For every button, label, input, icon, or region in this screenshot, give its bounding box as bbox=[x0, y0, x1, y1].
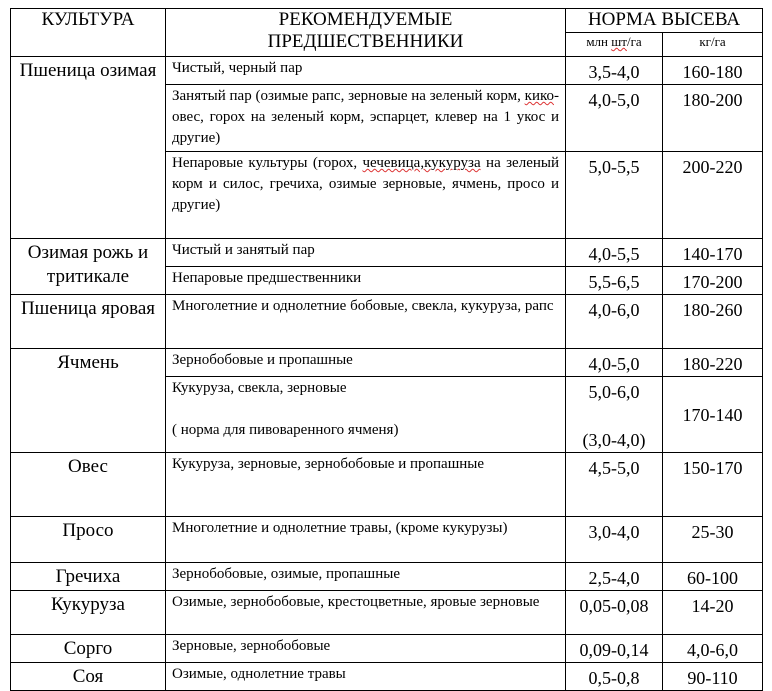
rate-kg-cell: 140-170 bbox=[663, 239, 763, 267]
rate-mln-cell: 3,5-4,0 bbox=[566, 57, 663, 85]
rate-kg-cell: 4,0-6,0 bbox=[663, 635, 763, 663]
rate-mln-cell: 5,5-6,5 bbox=[566, 267, 663, 295]
predecessor-cell: Озимые, однолетние травы bbox=[166, 663, 566, 691]
predecessor-cell: Зерновые, зернобобовые bbox=[166, 635, 566, 663]
header-predecessors-line2: ПРЕДШЕСТВЕННИКИ bbox=[267, 31, 464, 52]
spellcheck-mark: шт bbox=[611, 34, 627, 49]
spellcheck-mark: кико bbox=[524, 88, 554, 104]
header-predecessors bbox=[166, 9, 566, 57]
crop-cell: Сорго bbox=[11, 635, 166, 663]
rate-mln-cell: 5,0-5,5 bbox=[566, 152, 663, 239]
table-row bbox=[11, 591, 763, 635]
rate-kg-cell: 14-20 bbox=[663, 591, 763, 635]
rate-mln-cell: 4,0-5,0 bbox=[566, 85, 663, 152]
predecessor-cell: Многолетние и однолетние бобовые, свекла, кукуруза, рапс bbox=[166, 295, 566, 349]
crop-cell: Пшеница озимая bbox=[11, 57, 166, 239]
header-seeding-rate: НОРМА ВЫСЕВА bbox=[566, 9, 763, 33]
predecessor-cell: Кукуруза, свекла, зерновые ( норма для пивоваренного ячменя) bbox=[166, 377, 566, 453]
header-unit-kg: кг/га bbox=[663, 33, 763, 57]
predecessor-cell: Зернобобовые, озимые, пропашные bbox=[166, 563, 566, 591]
rate-kg-cell: 200-220 bbox=[663, 152, 763, 239]
table-row bbox=[11, 295, 763, 349]
rate-kg-cell: 180-200 bbox=[663, 85, 763, 152]
predecessor-cell: Занятый пар (озимые рапс, зерновые на зеленый корм, кико-овес, горох на зеленый корм, эспарцет, клевер на 1 укос и другие) bbox=[166, 85, 566, 152]
crop-cell: Овес bbox=[11, 453, 166, 517]
table-row bbox=[11, 57, 763, 85]
rate-mln-cell: 0,05-0,08 bbox=[566, 591, 663, 635]
rate-kg-cell: 170-140 bbox=[663, 377, 763, 453]
predecessor-note: ( норма для пивоваренного ячменя) bbox=[172, 422, 399, 438]
predecessor-cell: Чистый, черный пар bbox=[166, 57, 566, 85]
predecessor-cell: Непаровые предшественники bbox=[166, 267, 566, 295]
crop-cell: Гречиха bbox=[11, 563, 166, 591]
rate-mln-cell: 5,0-6,0 (3,0-4,0) bbox=[566, 377, 663, 453]
table-row bbox=[11, 517, 763, 563]
crop-cell: Кукуруза bbox=[11, 591, 166, 635]
rate-kg-cell: 160-180 bbox=[663, 57, 763, 85]
crop-cell: Соя bbox=[11, 663, 166, 691]
spellcheck-mark: чечевица,кукуруза bbox=[362, 155, 481, 171]
rate-kg-cell: 150-170 bbox=[663, 453, 763, 517]
header-predecessors-line1: РЕКОМЕНДУЕМЫЕ bbox=[278, 9, 453, 30]
header-crop: КУЛЬТУРА bbox=[11, 9, 166, 57]
rate-kg-cell: 180-260 bbox=[663, 295, 763, 349]
rate-kg-cell: 25-30 bbox=[663, 517, 763, 563]
crop-cell: Просо bbox=[11, 517, 166, 563]
rate-mln-cell: 0,5-0,8 bbox=[566, 663, 663, 691]
rate-mln-cell: 4,0-6,0 bbox=[566, 295, 663, 349]
rate-kg-cell: 60-100 bbox=[663, 563, 763, 591]
predecessor-cell: Чистый и занятый пар bbox=[166, 239, 566, 267]
rate-mln-cell: 4,0-5,0 bbox=[566, 349, 663, 377]
table-row bbox=[11, 239, 763, 267]
rate-mln-cell: 4,0-5,5 bbox=[566, 239, 663, 267]
rate-mln-cell: 4,5-5,0 bbox=[566, 453, 663, 517]
rate-kg-cell: 180-220 bbox=[663, 349, 763, 377]
table-row bbox=[11, 453, 763, 517]
crop-cell: Ячмень bbox=[11, 349, 166, 453]
rate-mln-cell: 3,0-4,0 bbox=[566, 517, 663, 563]
crop-cell: Пшеница яровая bbox=[11, 295, 166, 349]
predecessor-cell: Кукуруза, зерновые, зернобобовые и пропашные bbox=[166, 453, 566, 517]
header-row bbox=[11, 9, 763, 33]
predecessor-cell: Непаровые культуры (горох, чечевица,кукуруза на зеленый корм и силос, гречиха, озимые зерновые, ячмень, просо и другие) bbox=[166, 152, 566, 239]
rate-mln-note: (3,0-4,0) bbox=[582, 430, 646, 450]
rate-mln-cell: 2,5-4,0 bbox=[566, 563, 663, 591]
table-row bbox=[11, 663, 763, 691]
crop-cell: Озимая рожь и тритикале bbox=[11, 239, 166, 295]
predecessor-cell: Зернобобовые и пропашные bbox=[166, 349, 566, 377]
header-unit-mln: млн шт/га bbox=[566, 33, 663, 57]
table-row bbox=[11, 349, 763, 377]
rate-mln-cell: 0,09-0,14 bbox=[566, 635, 663, 663]
rate-kg-cell: 170-200 bbox=[663, 267, 763, 295]
table-row bbox=[11, 635, 763, 663]
rate-kg-cell: 90-110 bbox=[663, 663, 763, 691]
predecessor-cell: Озимые, зернобобовые, крестоцветные, яровые зерновые bbox=[166, 591, 566, 635]
predecessor-cell: Многолетние и однолетние травы, (кроме кукурузы) bbox=[166, 517, 566, 563]
table-row bbox=[11, 563, 763, 591]
seeding-rate-table bbox=[10, 8, 763, 691]
